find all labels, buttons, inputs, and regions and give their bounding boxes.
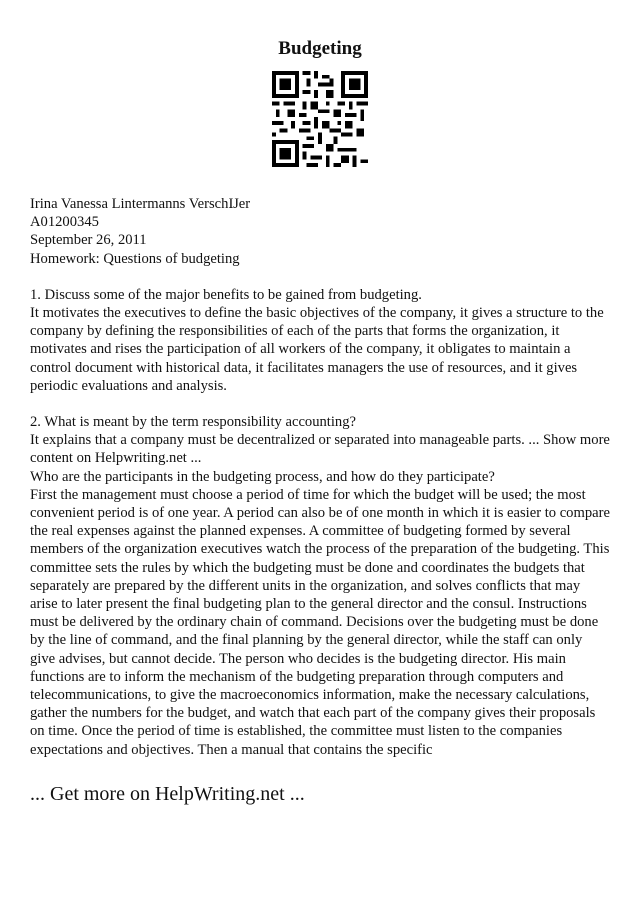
answer-2: It explains that a company must be decentralized or separated into manageable parts. ... Show more content on Helpwriting.net ... (30, 432, 610, 467)
author-name: Irina Vanessa Lintermanns VerschĲer (30, 196, 251, 212)
document-body (30, 195, 610, 759)
document-date: September 26, 2011 (30, 232, 147, 249)
student-id: A01200345 (30, 214, 99, 231)
document-page (30, 36, 610, 807)
get-more-link[interactable]: ... Get more on HelpWriting.net ... (30, 782, 305, 805)
question-1: 1. Discuss some of the major benefits to be gained from budgeting. (30, 286, 422, 303)
qr-code-icon[interactable] (272, 71, 368, 167)
followup-question: Who are the participants in the budgeting process, and how do they participate? (30, 468, 495, 485)
document-title: Budgeting (278, 38, 362, 59)
assignment-title: Homework: Questions of budgeting (30, 250, 240, 267)
answer-1: It motivates the executives to define the basic objectives of the company, it gives a structure to the company by defining the responsibilities of each of the parts that forms the organization, it motivates and rises the participation of all workers of the company, it obligates to maintain a control document with historical data, it facilitates managers the use of resources, and it gives periodic evaluations and analysis. (30, 305, 604, 394)
question-2: 2. What is meant by the term responsibility accounting? (30, 414, 356, 431)
followup-answer: First the management must choose a period of time for which the budget will be used; the most convenient period is of one year. A period can also be of one month in which it is easier to compare the real expenses against the planned expenses. A committee of budgeting formed by several members of the organization executives watch the process of the preparation of the budgeting. This committee sets the rules by which the budgeting must be done and coordinates the budgets that separately are prepared by the different units in the organization, and solves conflicts that may arise to later present the final budgeting plan to the general director and the consul. Instructions must be delivered by the ordinary chain of command. Decisions over the budgeting must be done by the line of command, and the final planning by the general director, while the staff can only give advises, but cannot decide. The person who decides is the budgeting director. His main functions are to inform the mechanism of the budgeting preparation through computers and telecommunications, to give the macroeconomics information, make the necessary calculations, gather the numbers for the budget, and watch that each part of the company gives their proposals on time. Once the period of time is established, the committee must listen to the companies expectations and objectives. Then a manual that contains the specific (30, 486, 610, 758)
